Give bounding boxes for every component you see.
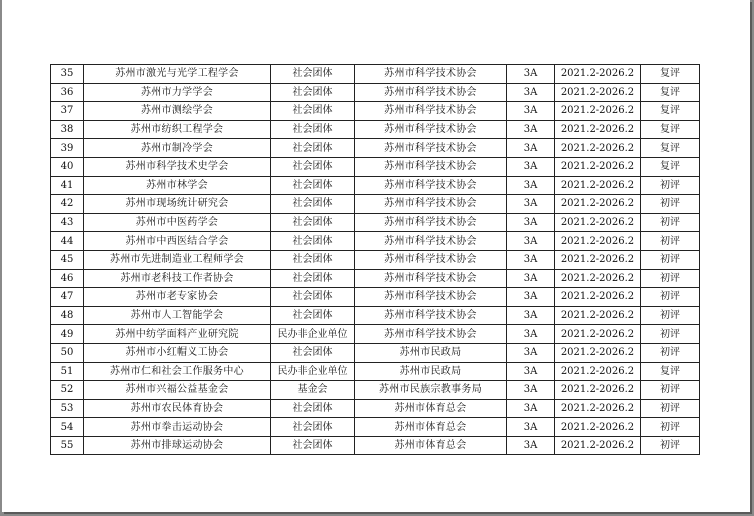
review-type-cell: 初评: [641, 232, 700, 251]
rating-grade-cell: 3A: [507, 232, 555, 251]
organization-name-cell: 苏州市小红帽义工协会: [84, 343, 271, 362]
supervising-unit-cell: 苏州市民政局: [355, 362, 507, 381]
organization-type-cell: 社会团体: [271, 83, 355, 102]
validity-period-cell: 2021.2-2026.2: [555, 306, 641, 325]
review-type-cell: 复评: [641, 83, 700, 102]
validity-period-cell: 2021.2-2026.2: [555, 381, 641, 400]
organization-type-cell: 社会团体: [271, 269, 355, 288]
table-row: [51, 325, 700, 344]
organization-name-cell: 苏州市林学会: [84, 176, 271, 195]
table-row: [51, 436, 700, 455]
organization-rating-table: [50, 64, 700, 455]
table-row: [51, 418, 700, 437]
supervising-unit-cell: 苏州市科学技术协会: [355, 250, 507, 269]
row-number-cell: 43: [51, 213, 84, 232]
validity-period-cell: 2021.2-2026.2: [555, 436, 641, 455]
supervising-unit-cell: 苏州市科学技术协会: [355, 195, 507, 214]
row-number-cell: 39: [51, 139, 84, 158]
organization-type-cell: 社会团体: [271, 306, 355, 325]
organization-name-cell: 苏州市纺织工程学会: [84, 120, 271, 139]
review-type-cell: 初评: [641, 195, 700, 214]
table-row: [51, 381, 700, 400]
review-type-cell: 初评: [641, 213, 700, 232]
table-row: [51, 139, 700, 158]
organization-name-cell: 苏州市测绘学会: [84, 102, 271, 121]
rating-grade-cell: 3A: [507, 120, 555, 139]
validity-period-cell: 2021.2-2026.2: [555, 362, 641, 381]
validity-period-cell: 2021.2-2026.2: [555, 213, 641, 232]
supervising-unit-cell: 苏州市科学技术协会: [355, 325, 507, 344]
rating-grade-cell: 3A: [507, 176, 555, 195]
organization-type-cell: 社会团体: [271, 288, 355, 307]
review-type-cell: 复评: [641, 65, 700, 84]
organization-type-cell: 社会团体: [271, 120, 355, 139]
table-row: [51, 65, 700, 84]
review-type-cell: 初评: [641, 288, 700, 307]
organization-name-cell: 苏州市激光与光学工程学会: [84, 65, 271, 84]
supervising-unit-cell: 苏州市科学技术协会: [355, 232, 507, 251]
validity-period-cell: 2021.2-2026.2: [555, 343, 641, 362]
rating-grade-cell: 3A: [507, 65, 555, 84]
validity-period-cell: 2021.2-2026.2: [555, 83, 641, 102]
rating-grade-cell: 3A: [507, 306, 555, 325]
table-row: [51, 213, 700, 232]
organization-type-cell: 民办非企业单位: [271, 362, 355, 381]
review-type-cell: 初评: [641, 176, 700, 195]
organization-type-cell: 社会团体: [271, 418, 355, 437]
organization-name-cell: 苏州市中医药学会: [84, 213, 271, 232]
row-number-cell: 51: [51, 362, 84, 381]
supervising-unit-cell: 苏州市科学技术协会: [355, 83, 507, 102]
review-type-cell: 复评: [641, 157, 700, 176]
rating-grade-cell: 3A: [507, 83, 555, 102]
review-type-cell: 复评: [641, 102, 700, 121]
supervising-unit-cell: 苏州市科学技术协会: [355, 102, 507, 121]
table-row: [51, 399, 700, 418]
review-type-cell: 复评: [641, 120, 700, 139]
validity-period-cell: 2021.2-2026.2: [555, 176, 641, 195]
validity-period-cell: 2021.2-2026.2: [555, 157, 641, 176]
table-row: [51, 343, 700, 362]
table-row: [51, 176, 700, 195]
supervising-unit-cell: 苏州市体育总会: [355, 436, 507, 455]
review-type-cell: 初评: [641, 436, 700, 455]
validity-period-cell: 2021.2-2026.2: [555, 139, 641, 158]
supervising-unit-cell: 苏州市科学技术协会: [355, 157, 507, 176]
rating-grade-cell: 3A: [507, 362, 555, 381]
organization-name-cell: 苏州市人工智能学会: [84, 306, 271, 325]
row-number-cell: 44: [51, 232, 84, 251]
validity-period-cell: 2021.2-2026.2: [555, 232, 641, 251]
organization-type-cell: 社会团体: [271, 436, 355, 455]
organization-type-cell: 社会团体: [271, 139, 355, 158]
supervising-unit-cell: 苏州市民政局: [355, 343, 507, 362]
organization-type-cell: 民办非企业单位: [271, 325, 355, 344]
review-type-cell: 初评: [641, 269, 700, 288]
organization-type-cell: 社会团体: [271, 213, 355, 232]
validity-period-cell: 2021.2-2026.2: [555, 195, 641, 214]
validity-period-cell: 2021.2-2026.2: [555, 65, 641, 84]
review-type-cell: 复评: [641, 139, 700, 158]
table-row: [51, 102, 700, 121]
row-number-cell: 55: [51, 436, 84, 455]
organization-type-cell: 社会团体: [271, 195, 355, 214]
validity-period-cell: 2021.2-2026.2: [555, 325, 641, 344]
table-row: [51, 195, 700, 214]
row-number-cell: 54: [51, 418, 84, 437]
table-row: [51, 269, 700, 288]
table-body: [51, 65, 700, 455]
organization-type-cell: 社会团体: [271, 399, 355, 418]
table-row: [51, 288, 700, 307]
table-row: [51, 250, 700, 269]
review-type-cell: 初评: [641, 325, 700, 344]
rating-grade-cell: 3A: [507, 418, 555, 437]
validity-period-cell: 2021.2-2026.2: [555, 288, 641, 307]
organization-type-cell: 社会团体: [271, 343, 355, 362]
row-number-cell: 40: [51, 157, 84, 176]
supervising-unit-cell: 苏州市科学技术协会: [355, 139, 507, 158]
supervising-unit-cell: 苏州市科学技术协会: [355, 65, 507, 84]
rating-grade-cell: 3A: [507, 343, 555, 362]
organization-type-cell: 基金会: [271, 381, 355, 400]
validity-period-cell: 2021.2-2026.2: [555, 269, 641, 288]
row-number-cell: 47: [51, 288, 84, 307]
review-type-cell: 复评: [641, 362, 700, 381]
table-row: [51, 232, 700, 251]
supervising-unit-cell: 苏州市体育总会: [355, 399, 507, 418]
row-number-cell: 48: [51, 306, 84, 325]
row-number-cell: 45: [51, 250, 84, 269]
supervising-unit-cell: 苏州市科学技术协会: [355, 176, 507, 195]
row-number-cell: 37: [51, 102, 84, 121]
row-number-cell: 35: [51, 65, 84, 84]
organization-name-cell: 苏州市排球运动协会: [84, 436, 271, 455]
organization-name-cell: 苏州市兴福公益基金会: [84, 381, 271, 400]
organization-name-cell: 苏州市中西医结合学会: [84, 232, 271, 251]
rating-grade-cell: 3A: [507, 436, 555, 455]
validity-period-cell: 2021.2-2026.2: [555, 120, 641, 139]
organization-type-cell: 社会团体: [271, 176, 355, 195]
organization-name-cell: 苏州市先进制造业工程师学会: [84, 250, 271, 269]
organization-name-cell: 苏州市老科技工作者协会: [84, 269, 271, 288]
table-row: [51, 157, 700, 176]
review-type-cell: 初评: [641, 343, 700, 362]
table-row: [51, 306, 700, 325]
rating-grade-cell: 3A: [507, 250, 555, 269]
rating-grade-cell: 3A: [507, 288, 555, 307]
organization-name-cell: 苏州市现场统计研究会: [84, 195, 271, 214]
rating-grade-cell: 3A: [507, 139, 555, 158]
validity-period-cell: 2021.2-2026.2: [555, 102, 641, 121]
row-number-cell: 50: [51, 343, 84, 362]
row-number-cell: 41: [51, 176, 84, 195]
organization-type-cell: 社会团体: [271, 232, 355, 251]
review-type-cell: 初评: [641, 306, 700, 325]
supervising-unit-cell: 苏州市体育总会: [355, 418, 507, 437]
organization-name-cell: 苏州市农民体育协会: [84, 399, 271, 418]
validity-period-cell: 2021.2-2026.2: [555, 399, 641, 418]
organization-type-cell: 社会团体: [271, 250, 355, 269]
validity-period-cell: 2021.2-2026.2: [555, 250, 641, 269]
organization-type-cell: 社会团体: [271, 102, 355, 121]
rating-grade-cell: 3A: [507, 157, 555, 176]
supervising-unit-cell: 苏州市科学技术协会: [355, 269, 507, 288]
organization-name-cell: 苏州中纺学面料产业研究院: [84, 325, 271, 344]
organization-name-cell: 苏州市制冷学会: [84, 139, 271, 158]
rating-grade-cell: 3A: [507, 325, 555, 344]
organization-name-cell: 苏州市老专家协会: [84, 288, 271, 307]
supervising-unit-cell: 苏州市科学技术协会: [355, 306, 507, 325]
table-row: [51, 362, 700, 381]
row-number-cell: 53: [51, 399, 84, 418]
organization-type-cell: 社会团体: [271, 65, 355, 84]
rating-grade-cell: 3A: [507, 195, 555, 214]
organization-type-cell: 社会团体: [271, 157, 355, 176]
supervising-unit-cell: 苏州市科学技术协会: [355, 288, 507, 307]
rating-grade-cell: 3A: [507, 381, 555, 400]
table-row: [51, 120, 700, 139]
validity-period-cell: 2021.2-2026.2: [555, 418, 641, 437]
supervising-unit-cell: 苏州市科学技术协会: [355, 120, 507, 139]
rating-grade-cell: 3A: [507, 213, 555, 232]
organization-name-cell: 苏州市仁和社会工作服务中心: [84, 362, 271, 381]
review-type-cell: 初评: [641, 399, 700, 418]
document-page: [2, 0, 750, 512]
rating-grade-cell: 3A: [507, 269, 555, 288]
organization-name-cell: 苏州市拳击运动协会: [84, 418, 271, 437]
rating-grade-cell: 3A: [507, 399, 555, 418]
organization-name-cell: 苏州市科学技术史学会: [84, 157, 271, 176]
row-number-cell: 49: [51, 325, 84, 344]
row-number-cell: 46: [51, 269, 84, 288]
review-type-cell: 初评: [641, 381, 700, 400]
organization-name-cell: 苏州市力学学会: [84, 83, 271, 102]
supervising-unit-cell: 苏州市民族宗教事务局: [355, 381, 507, 400]
table-row: [51, 83, 700, 102]
review-type-cell: 初评: [641, 418, 700, 437]
supervising-unit-cell: 苏州市科学技术协会: [355, 213, 507, 232]
review-type-cell: 初评: [641, 250, 700, 269]
row-number-cell: 38: [51, 120, 84, 139]
row-number-cell: 42: [51, 195, 84, 214]
rating-grade-cell: 3A: [507, 102, 555, 121]
row-number-cell: 36: [51, 83, 84, 102]
row-number-cell: 52: [51, 381, 84, 400]
